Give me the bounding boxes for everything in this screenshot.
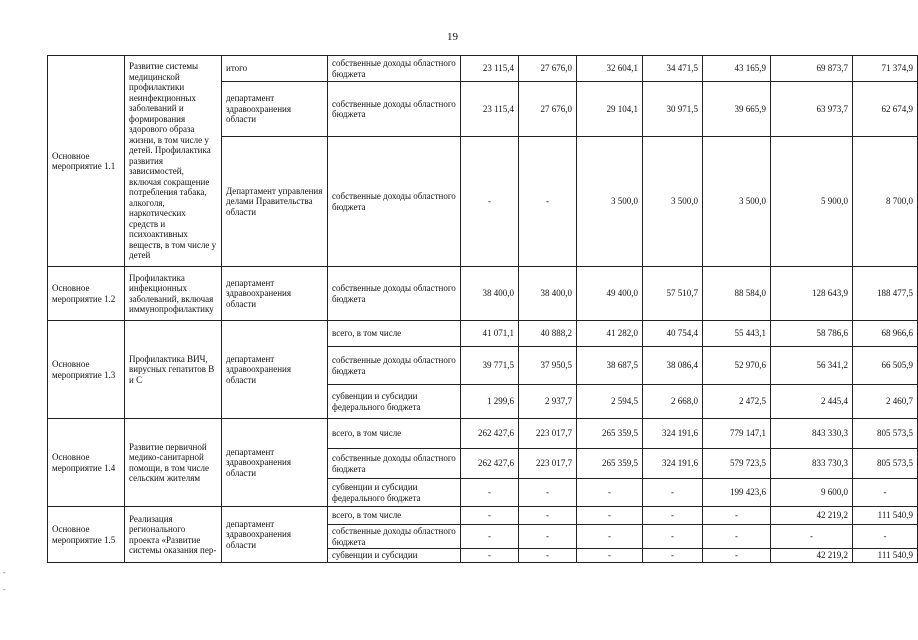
funding-source-cell: собственные доходы областного бюджета — [328, 267, 461, 321]
executor-cell: итого — [222, 56, 328, 82]
value-cell: 3 500,0 — [703, 137, 771, 267]
value-cell: - — [519, 525, 577, 549]
value-cell: - — [519, 479, 577, 507]
value-cell: 41 071,1 — [461, 321, 519, 347]
measure-cell: Основное мероприятие 1.2 — [48, 267, 125, 321]
value-cell: 2 937,7 — [519, 385, 577, 419]
value-cell: - — [703, 525, 771, 549]
page-number: 19 — [447, 31, 458, 43]
value-cell: 58 786,6 — [771, 321, 853, 347]
value-cell: 262 427,6 — [461, 419, 519, 449]
executor-cell: департамент здравоохранения области — [222, 419, 328, 507]
value-cell: - — [853, 525, 918, 549]
value-cell: 42 219,2 — [771, 549, 853, 563]
value-cell: - — [577, 507, 643, 525]
measure-cell: Основное мероприятие 1.4 — [48, 419, 125, 507]
value-cell: 8 700,0 — [853, 137, 918, 267]
value-cell: 68 966,6 — [853, 321, 918, 347]
table-row — [48, 56, 918, 82]
value-cell: 833 730,3 — [771, 449, 853, 479]
value-cell: 57 510,7 — [643, 267, 703, 321]
value-cell: 29 104,1 — [577, 82, 643, 137]
value-cell: - — [853, 479, 918, 507]
value-cell: - — [643, 549, 703, 563]
value-cell: 56 341,2 — [771, 347, 853, 385]
value-cell: 1 299,6 — [461, 385, 519, 419]
description-cell: Реализация регионального проекта «Развитие системы оказания пер- — [125, 507, 222, 563]
value-cell: 88 584,0 — [703, 267, 771, 321]
budget-table — [47, 55, 918, 563]
value-cell: 39 665,9 — [703, 82, 771, 137]
value-cell: 32 604,1 — [577, 56, 643, 82]
value-cell: - — [643, 507, 703, 525]
value-cell: 199 423,6 — [703, 479, 771, 507]
funding-source-cell: собственные доходы областного бюджета — [328, 347, 461, 385]
value-cell: 71 374,9 — [853, 56, 918, 82]
value-cell: 40 888,2 — [519, 321, 577, 347]
value-cell: 324 191,6 — [643, 449, 703, 479]
description-cell: Профилактика инфекционных заболеваний, включая иммунопрофилактику — [125, 267, 222, 321]
value-cell: - — [519, 137, 577, 267]
value-cell: 69 873,7 — [771, 56, 853, 82]
table-row — [48, 267, 918, 321]
value-cell: 41 282,0 — [577, 321, 643, 347]
value-cell: 40 754,4 — [643, 321, 703, 347]
funding-source-cell: субвенции и субсидии федерального бюджета — [328, 479, 461, 507]
value-cell: - — [519, 549, 577, 563]
value-cell: 805 573,5 — [853, 419, 918, 449]
value-cell: - — [577, 479, 643, 507]
value-cell: 34 471,5 — [643, 56, 703, 82]
funding-source-cell: собственные доходы областного бюджета — [328, 137, 461, 267]
value-cell: 23 115,4 — [461, 56, 519, 82]
value-cell: 38 086,4 — [643, 347, 703, 385]
value-cell: - — [577, 525, 643, 549]
value-cell: 128 643,9 — [771, 267, 853, 321]
value-cell: 3 500,0 — [577, 137, 643, 267]
funding-source-cell: собственные доходы областного бюджета — [328, 449, 461, 479]
value-cell: 5 900,0 — [771, 137, 853, 267]
value-cell: 265 359,5 — [577, 419, 643, 449]
table-body — [48, 56, 918, 563]
value-cell: 779 147,1 — [703, 419, 771, 449]
value-cell: - — [461, 137, 519, 267]
value-cell: 63 973,7 — [771, 82, 853, 137]
table-row — [48, 419, 918, 449]
value-cell: 2 594,5 — [577, 385, 643, 419]
value-cell: 38 400,0 — [519, 267, 577, 321]
executor-cell: департамент здравоохранения области — [222, 267, 328, 321]
value-cell: - — [461, 479, 519, 507]
funding-source-cell: собственные доходы областного бюджета — [328, 56, 461, 82]
value-cell: 55 443,1 — [703, 321, 771, 347]
executor-cell: Департамент управления делами Правительства области — [222, 137, 328, 267]
value-cell: 66 505,9 — [853, 347, 918, 385]
funding-source-cell: всего, в том числе — [328, 321, 461, 347]
description-cell: Развитие первичной медико-санитарной помощи, в том числе сельским жителям — [125, 419, 222, 507]
value-cell: 52 970,6 — [703, 347, 771, 385]
value-cell: 2 668,0 — [643, 385, 703, 419]
value-cell: 30 971,5 — [643, 82, 703, 137]
value-cell: - — [519, 507, 577, 525]
value-cell: 2 460,7 — [853, 385, 918, 419]
description-cell: Развитие системы медицинской профилактики неинфекционных заболеваний и формирования здорового образа жизни, в том числе у детей. Профилактика развития зависимостей, включая сокращение потребления табака, алкоголя, наркотических средств и психоактивных веществ, в том числе у детей — [125, 56, 222, 267]
value-cell: 23 115,4 — [461, 82, 519, 137]
value-cell: 2 472,5 — [703, 385, 771, 419]
executor-cell: департамент здравоохранения области — [222, 321, 328, 419]
value-cell: 265 359,5 — [577, 449, 643, 479]
funding-source-cell: субвенции и субсидии федерального бюджета — [328, 385, 461, 419]
value-cell: 9 600,0 — [771, 479, 853, 507]
value-cell: - — [461, 507, 519, 525]
value-cell: - — [461, 549, 519, 563]
value-cell: 579 723,5 — [703, 449, 771, 479]
description-cell: Профилактика ВИЧ, вирусных гепатитов В и С — [125, 321, 222, 419]
value-cell: 262 427,6 — [461, 449, 519, 479]
value-cell: 324 191,6 — [643, 419, 703, 449]
value-cell: - — [643, 525, 703, 549]
funding-source-cell: собственные доходы областного бюджета — [328, 82, 461, 137]
executor-cell: департамент здравоохранения области — [222, 507, 328, 563]
value-cell: 188 477,5 — [853, 267, 918, 321]
executor-cell: департамент здравоохранения области — [222, 82, 328, 137]
value-cell: 37 950,5 — [519, 347, 577, 385]
table-row — [48, 507, 918, 525]
value-cell: 27 676,0 — [519, 82, 577, 137]
measure-cell: Основное мероприятие 1.3 — [48, 321, 125, 419]
value-cell: - — [703, 549, 771, 563]
value-cell: 38 400,0 — [461, 267, 519, 321]
value-cell: 27 676,0 — [519, 56, 577, 82]
value-cell: 62 674,9 — [853, 82, 918, 137]
table-row — [48, 321, 918, 347]
funding-source-cell: всего, в том числе — [328, 419, 461, 449]
value-cell: - — [577, 549, 643, 563]
value-cell: - — [461, 525, 519, 549]
value-cell: 38 687,5 — [577, 347, 643, 385]
value-cell: 223 017,7 — [519, 419, 577, 449]
value-cell: 223 017,7 — [519, 449, 577, 479]
funding-source-cell: всего, в том числе — [328, 507, 461, 525]
value-cell: 42 219,2 — [771, 507, 853, 525]
value-cell: 3 500,0 — [643, 137, 703, 267]
measure-cell: Основное мероприятие 1.1 — [48, 56, 125, 267]
value-cell: 805 573,5 — [853, 449, 918, 479]
value-cell: 2 445,4 — [771, 385, 853, 419]
value-cell: 843 330,3 — [771, 419, 853, 449]
funding-source-cell: собственные доходы областного бюджета — [328, 525, 461, 549]
value-cell: 111 540,9 — [853, 507, 918, 525]
funding-source-cell: субвенции и субсидии — [328, 549, 461, 563]
measure-cell: Основное мероприятие 1.5 — [48, 507, 125, 563]
value-cell: - — [643, 479, 703, 507]
value-cell: 111 540,9 — [853, 549, 918, 563]
value-cell: - — [771, 525, 853, 549]
value-cell: - — [703, 507, 771, 525]
value-cell: 43 165,9 — [703, 56, 771, 82]
edge-mark: - — [3, 568, 6, 577]
edge-mark: - — [3, 585, 6, 594]
value-cell: 49 400,0 — [577, 267, 643, 321]
value-cell: 39 771,5 — [461, 347, 519, 385]
